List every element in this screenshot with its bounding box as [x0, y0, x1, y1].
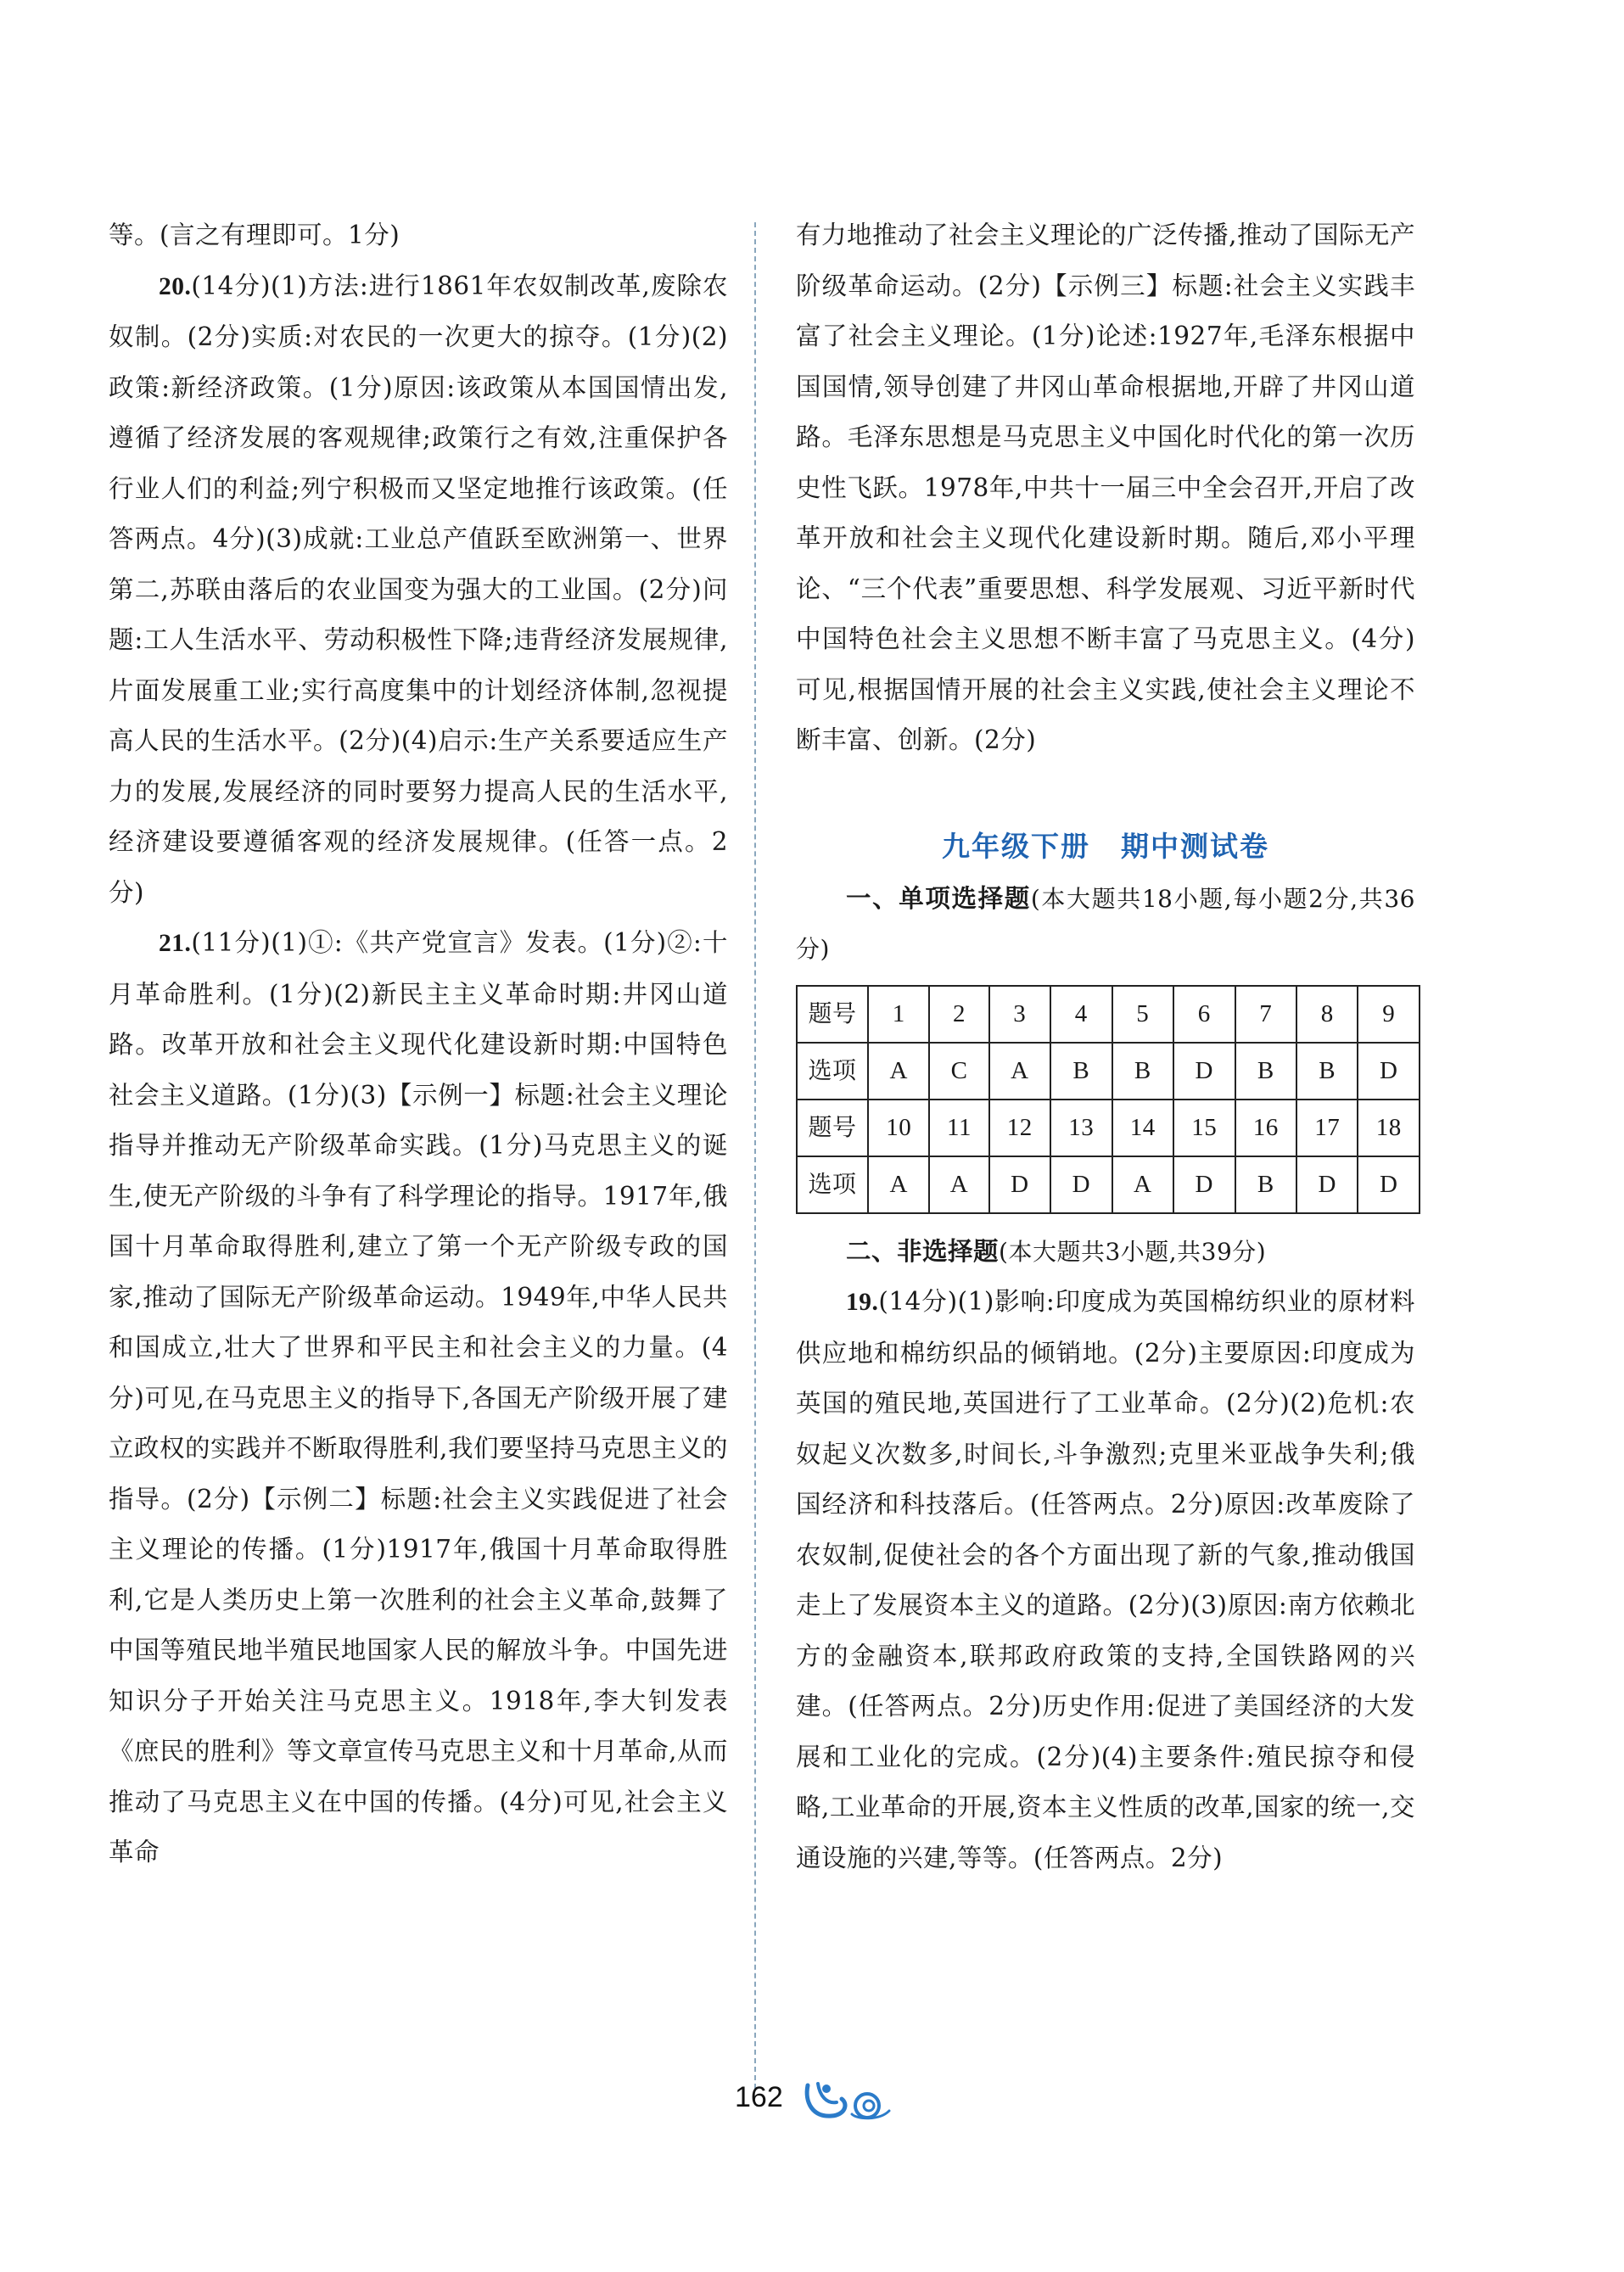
table-cell: B	[1112, 1043, 1173, 1100]
question-21-number: 21.	[159, 930, 192, 957]
question-20-number: 20.	[159, 272, 192, 300]
table-cell: 17	[1296, 1100, 1358, 1156]
table-cell: 18	[1358, 1100, 1420, 1156]
table-cell: 1	[868, 986, 929, 1043]
paragraph-continuation: 等。(言之有理即可。1分)	[109, 221, 400, 249]
table-cell: D	[1296, 1156, 1358, 1213]
table-header-cell: 选项	[797, 1156, 868, 1213]
table-cell: A	[1112, 1156, 1173, 1213]
right-column	[796, 210, 1415, 1883]
answer-table	[796, 985, 1420, 1214]
part-1-note: (本大题共18小题,每小题2分,共36分)	[796, 884, 1415, 963]
table-cell: 8	[1296, 986, 1358, 1043]
question-21	[109, 918, 728, 1878]
table-cell: B	[1296, 1043, 1358, 1100]
left-column	[109, 210, 728, 1878]
section-title-test: 期中测试卷	[1121, 829, 1269, 863]
table-header-cell: 题号	[797, 1100, 868, 1156]
table-cell: B	[1235, 1043, 1296, 1100]
table-cell: 10	[868, 1100, 929, 1156]
part-2-note: (本大题共3小题,共39分)	[999, 1237, 1267, 1266]
question-19	[796, 1277, 1415, 1883]
table-cell: 11	[929, 1100, 988, 1156]
table-row	[797, 1156, 1420, 1213]
decorative-swirl-icon	[801, 2077, 911, 2124]
section-title	[796, 820, 1415, 873]
paragraph-continuation: 有力地推动了社会主义理论的广泛传播,推动了国际无产阶级革命运动。(2分)【示例三】标题:社会主义实践丰富了社会主义理论。(1分)论述:1927年,毛泽东根据中国国情,领导创建了井冈山革命根据地,开辟了井冈山道路。毛泽东思想是马克思主义中国化时代化的第一次历史性飞跃。1978年,中共十一届三中全会召开,开启了改革开放和社会主义现代化建设新时期。随后,邓小平理论、“三个代表”重要思想、科学发展观、习近平新时代中国特色社会主义思想不断丰富了马克思主义。(4分)可见,根据国情开展的社会主义实践,使社会主义理论不断丰富、创新。(2分)	[796, 221, 1415, 754]
table-cell: A	[868, 1043, 929, 1100]
table-cell: D	[1358, 1043, 1420, 1100]
table-cell: D	[1358, 1156, 1420, 1213]
part-1-title: 一、单项选择题	[846, 882, 1031, 913]
table-row	[797, 1100, 1420, 1156]
question-19-answer: (14分)(1)影响:印度成为英国棉纺织业的原材料供应地和棉纺织品的倾销地。(2分)主要原因:印度成为英国的殖民地,英国进行了工业革命。(2分)(2)危机:农奴起义次数多,时间长,斗争激烈;克里米亚战争失利;俄国经济和科技落后。(任答两点。2分)原因:改革废除了农奴制,促使社会的各个方面出现了新的气象,推动俄国走上了发展资本主义的道路。(2分)(3)原因:南方依赖北方的金融资本,联邦政府政策的支持,全国铁路网的兴建。(任答两点。2分)历史作用:促进了美国经济的大发展和工业化的完成。(2分)(4)主要条件:殖民掠夺和侵略,工业革命的开展,资本主义性质的改革,国家的统一,交通设施的兴建,等等。(任答两点。2分)	[796, 1287, 1415, 1872]
table-cell: 3	[989, 986, 1050, 1043]
section-title-grade: 九年级下册	[942, 829, 1090, 863]
table-cell: A	[929, 1156, 988, 1213]
table-cell: A	[868, 1156, 929, 1213]
question-20-answer: (14分)(1)方法:进行1861年农奴制改革,废除农奴制。(2分)实质:对农民的一次更大的掠夺。(1分)(2)政策:新经济政策。(1分)原因:该政策从本国国情出发,遵循了经济发展的客观规律;政策行之有效,注重保护各行业人们的利益;列宁积极而又坚定地推行该政策。(任答两点。4分)(3)成就:工业总产值跃至欧洲第一、世界第二,苏联由落后的农业国变为强大的工业国。(2分)问题:工人生活水平、劳动积极性下降;违背经济发展规律,片面发展重工业;实行高度集中的计划经济体制,忽视提高人民的生活水平。(2分)(4)启示:生产关系要适应生产力的发展,发展经济的同时要努力提高人民的生活水平,经济建设要遵循客观的经济发展规律。(任答一点。2分)	[109, 271, 728, 907]
table-cell: 5	[1112, 986, 1173, 1043]
question-21-answer: (11分)(1)①:《共产党宣言》发表。(1分)②:十月革命胜利。(1分)(2)新民主主义革命时期:井冈山道路。改革开放和社会主义现代化建设新时期:中国特色社会主义道路。(1分)(3)【示例一】标题:社会主义理论指导并推动无产阶级革命实践。(1分)马克思主义的诞生,使无产阶级的斗争有了科学理论的指导。1917年,俄国十月革命取得胜利,建立了第一个无产阶级专政的国家,推动了国际无产阶级革命运动。1949年,中华人民共和国成立,壮大了世界和平民主和社会主义的力量。(4分)可见,在马克思主义的指导下,各国无产阶级开展了建立政权的实践并不断取得胜利,我们要坚持马克思主义的指导。(2分)【示例二】标题:社会主义实践促进了社会主义理论的传播。(1分)1917年,俄国十月革命取得胜利,它是人类历史上第一次胜利的社会主义革命,鼓舞了中国等殖民地半殖民地国家人民的解放斗争。中国先进知识分子开始关注马克思主义。1918年,李大钊发表《庶民的胜利》等文章宣传马克思主义和十月革命,从而推动了马克思主义在中国的传播。(4分)可见,社会主义革命	[109, 928, 728, 1866]
table-cell: B	[1050, 1043, 1112, 1100]
table-cell: 14	[1112, 1100, 1173, 1156]
question-19-number: 19.	[846, 1289, 879, 1316]
table-cell: 2	[929, 986, 988, 1043]
part-2-heading	[796, 1226, 1415, 1278]
part-2-title: 二、非选择题	[846, 1235, 1000, 1266]
table-cell: 6	[1173, 986, 1235, 1043]
table-cell: 15	[1173, 1100, 1235, 1156]
table-cell: 4	[1050, 986, 1112, 1043]
table-cell: 13	[1050, 1100, 1112, 1156]
table-cell: 16	[1235, 1100, 1296, 1156]
table-cell: 12	[989, 1100, 1050, 1156]
table-cell: B	[1235, 1156, 1296, 1213]
table-cell: D	[1050, 1156, 1112, 1213]
column-divider	[754, 222, 756, 2089]
table-cell: C	[929, 1043, 988, 1100]
table-row	[797, 986, 1420, 1043]
table-header-cell: 选项	[797, 1043, 868, 1100]
table-cell: 7	[1235, 986, 1296, 1043]
question-20	[109, 261, 728, 919]
table-header-cell: 题号	[797, 986, 868, 1043]
part-1-heading	[796, 873, 1415, 975]
table-cell: D	[1173, 1043, 1235, 1100]
table-cell: D	[989, 1156, 1050, 1213]
table-cell: D	[1173, 1156, 1235, 1213]
table-row	[797, 1043, 1420, 1100]
table-cell: 9	[1358, 986, 1420, 1043]
page-number: 162	[735, 2081, 783, 2113]
table-cell: A	[989, 1043, 1050, 1100]
